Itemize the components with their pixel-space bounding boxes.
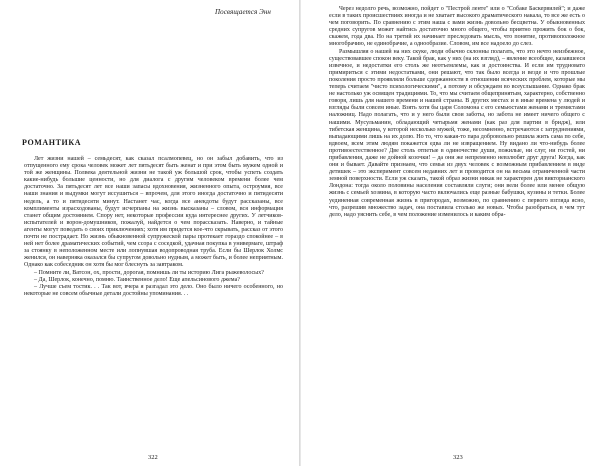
paragraph: Лет жизни нашей – семьдесят, как сказал псалмопевец, но он забыл добавить, что из отпущенного ему срока человек может лет пятьдесят быть женат и при этом быть мужем одной и той же женщины. Полвека деятельной жизни не такой уж большой срок, чтобы успеть создать какие-нибудь большие ценности, но для диалога с другим человеком времени более чем достаточно. За пятьдесят лет все наши запасы вдохновения, жизненного опыта, остроумия, все наши знания и выдумки могут иссушиться – впрочем, для этого иногда достаточно и пятидесяти недель, а то и пятидесяти минут. Настанет час, когда все анекдоты будут рассказаны, все комплименты израсходованы, будут исчерпаны на жизнь высказаны – словом, вся информация станет общим достоянием. Спору нет, некоторые профессии куда интереснее других. У летчиков-испытателей и ворон-домушников, пожалуй, найдется о чем порассказать. Наверно, и тайные агенты могут поведать о своих приключениях; хотя им придется кое-что скрывать, рассказ от этого почти не пострадает. Но жизнь обыкновенной супружеской пары протекает гораздо спокойнее – в ней нет более драматических событий, чем ссора с соседкой, удачная покупка в универмаге, штраф за стоянку в неположенном месте или лопнувшая водопроводная труба. Если бы Шерлок Холмс женился, он наверняка оказался бы супругом довольно нудным, а может быть, и более неприятным. Однако как собеседник он хотя бы мог блеснуть за завтраком. <box>24 156 283 269</box>
dedication: Посвящается Энн <box>214 8 271 16</box>
chapter-heading: РОМАНТИКА <box>22 138 82 147</box>
page-number: 322 <box>148 454 158 461</box>
paragraph: Через недолго речь, возможно, пойдет о "Пестрой ленте" или о "Собаке Баскервилей"; и даже если в таких происшествиях иногда и не хватает высокого драматического накала, то все же есть о чем поговорить. По сравнению с этим наша с вами жизнь довольно бесцветна. У обыкновенных средних супругов может найтись достаточно много общего, чтобы приятно прожить бок о бок, скажем, года два. Но на третий их начинает преследовать мысль, что понятие, противоположное многобрачию, не единобрачие, а однообразие. Словом, им все надоело до слез. <box>329 6 585 48</box>
left-page <box>0 0 299 466</box>
paragraph: – Да, Шерлок, конечно, помню. Таинственное дело! Еще апельсинового джема? <box>34 276 240 283</box>
right-page-text <box>329 6 585 219</box>
paragraph: Размышляя о нашей на них скуке, люди обычно склонны полагать, что это нечто неизбежное, существовавшее спокон веку. Такой брак, как у них (на их взгляд), – явление всеобщее, казавшееся извечное, и недостатки его столь же неотъемлемы, как и достоинства. И если им трудновато примириться с этими недостатками, они решают, что так было всегда и везде и что прошлые поколения просто проявляли больше сдержанности в отношении всяческих проблем, которые мы теперь считаем "чисто психологическими", а потому и обсуждаем во всеуслышание. Однако брак не настолько уж освящен традициями. То, что мы считаем общепринятым, характерно, собственно говоря, лишь для нашего времени и нашей страны. В других местах и в иные времена у людей и взгляды были совсем иные. Взять хотя бы царя Соломона с его семьюстами женами и тремястами наложниц. Надо полагать, что и у него были свои заботы, но забота не имеет ничего общего с нашими. Мусульманин, обладающий четырьмя женами (как раз для партии в бридж), или тибетская женщина, у которой несколько мужей, тоже, несомненно, встречаются с затруднениями, выпадающими лишь на их долю. Но то, что какая-то пара добровольно решила жить сама по себе, вдвоем, всем этим людям покажется едва ли не извращением. Ну видано ли что-нибудь более противоестественное? Две столь отпетые в одиночестве души, пожилые, ни слуг, ни гостей, ни прибавления, даже не дойной козочки! – да они же непременно невзлюбят друг друга! Когда, как они и бывает. Давайте признаем, что семья из двух человек с возможным прибавлением в виде детишек – это эксперимент совсем недавних лет и проводится он на весьма ограниченной части земной поверхности. Если уж сказать, такой образ жизни никак не характерен для викторианского Лондона: тогда около половины населения составляли слуги; они вели более или менее общую жизнь с семьей хозяина, в которую часто включались еще разные бабушки, кузины и тетки. Более уединенная современная жизнь в пригородах, возможно, по сравнению с первого взгляда ясно, что, разрешив множество задач, она поставила столько же новых. Чтобы разобраться, в чем тут дело, надо уяснить себе, в чем положение изменилось и каким обра- <box>329 48 585 218</box>
right-page <box>301 0 600 466</box>
paragraph: – Помните ли, Ватсон, ох, прости, дорогая, помнишь ли ты историю Лига рыжеволосых? <box>34 269 264 276</box>
page-number: 323 <box>453 454 463 461</box>
paragraph: – Лучше съем тостик. . . Так вот, вчера я разгадал это дело. Оно было ничего особенного, но некоторые не совсем обычные детали достойны упоминания. . . <box>24 283 283 297</box>
left-page-text <box>24 156 283 298</box>
